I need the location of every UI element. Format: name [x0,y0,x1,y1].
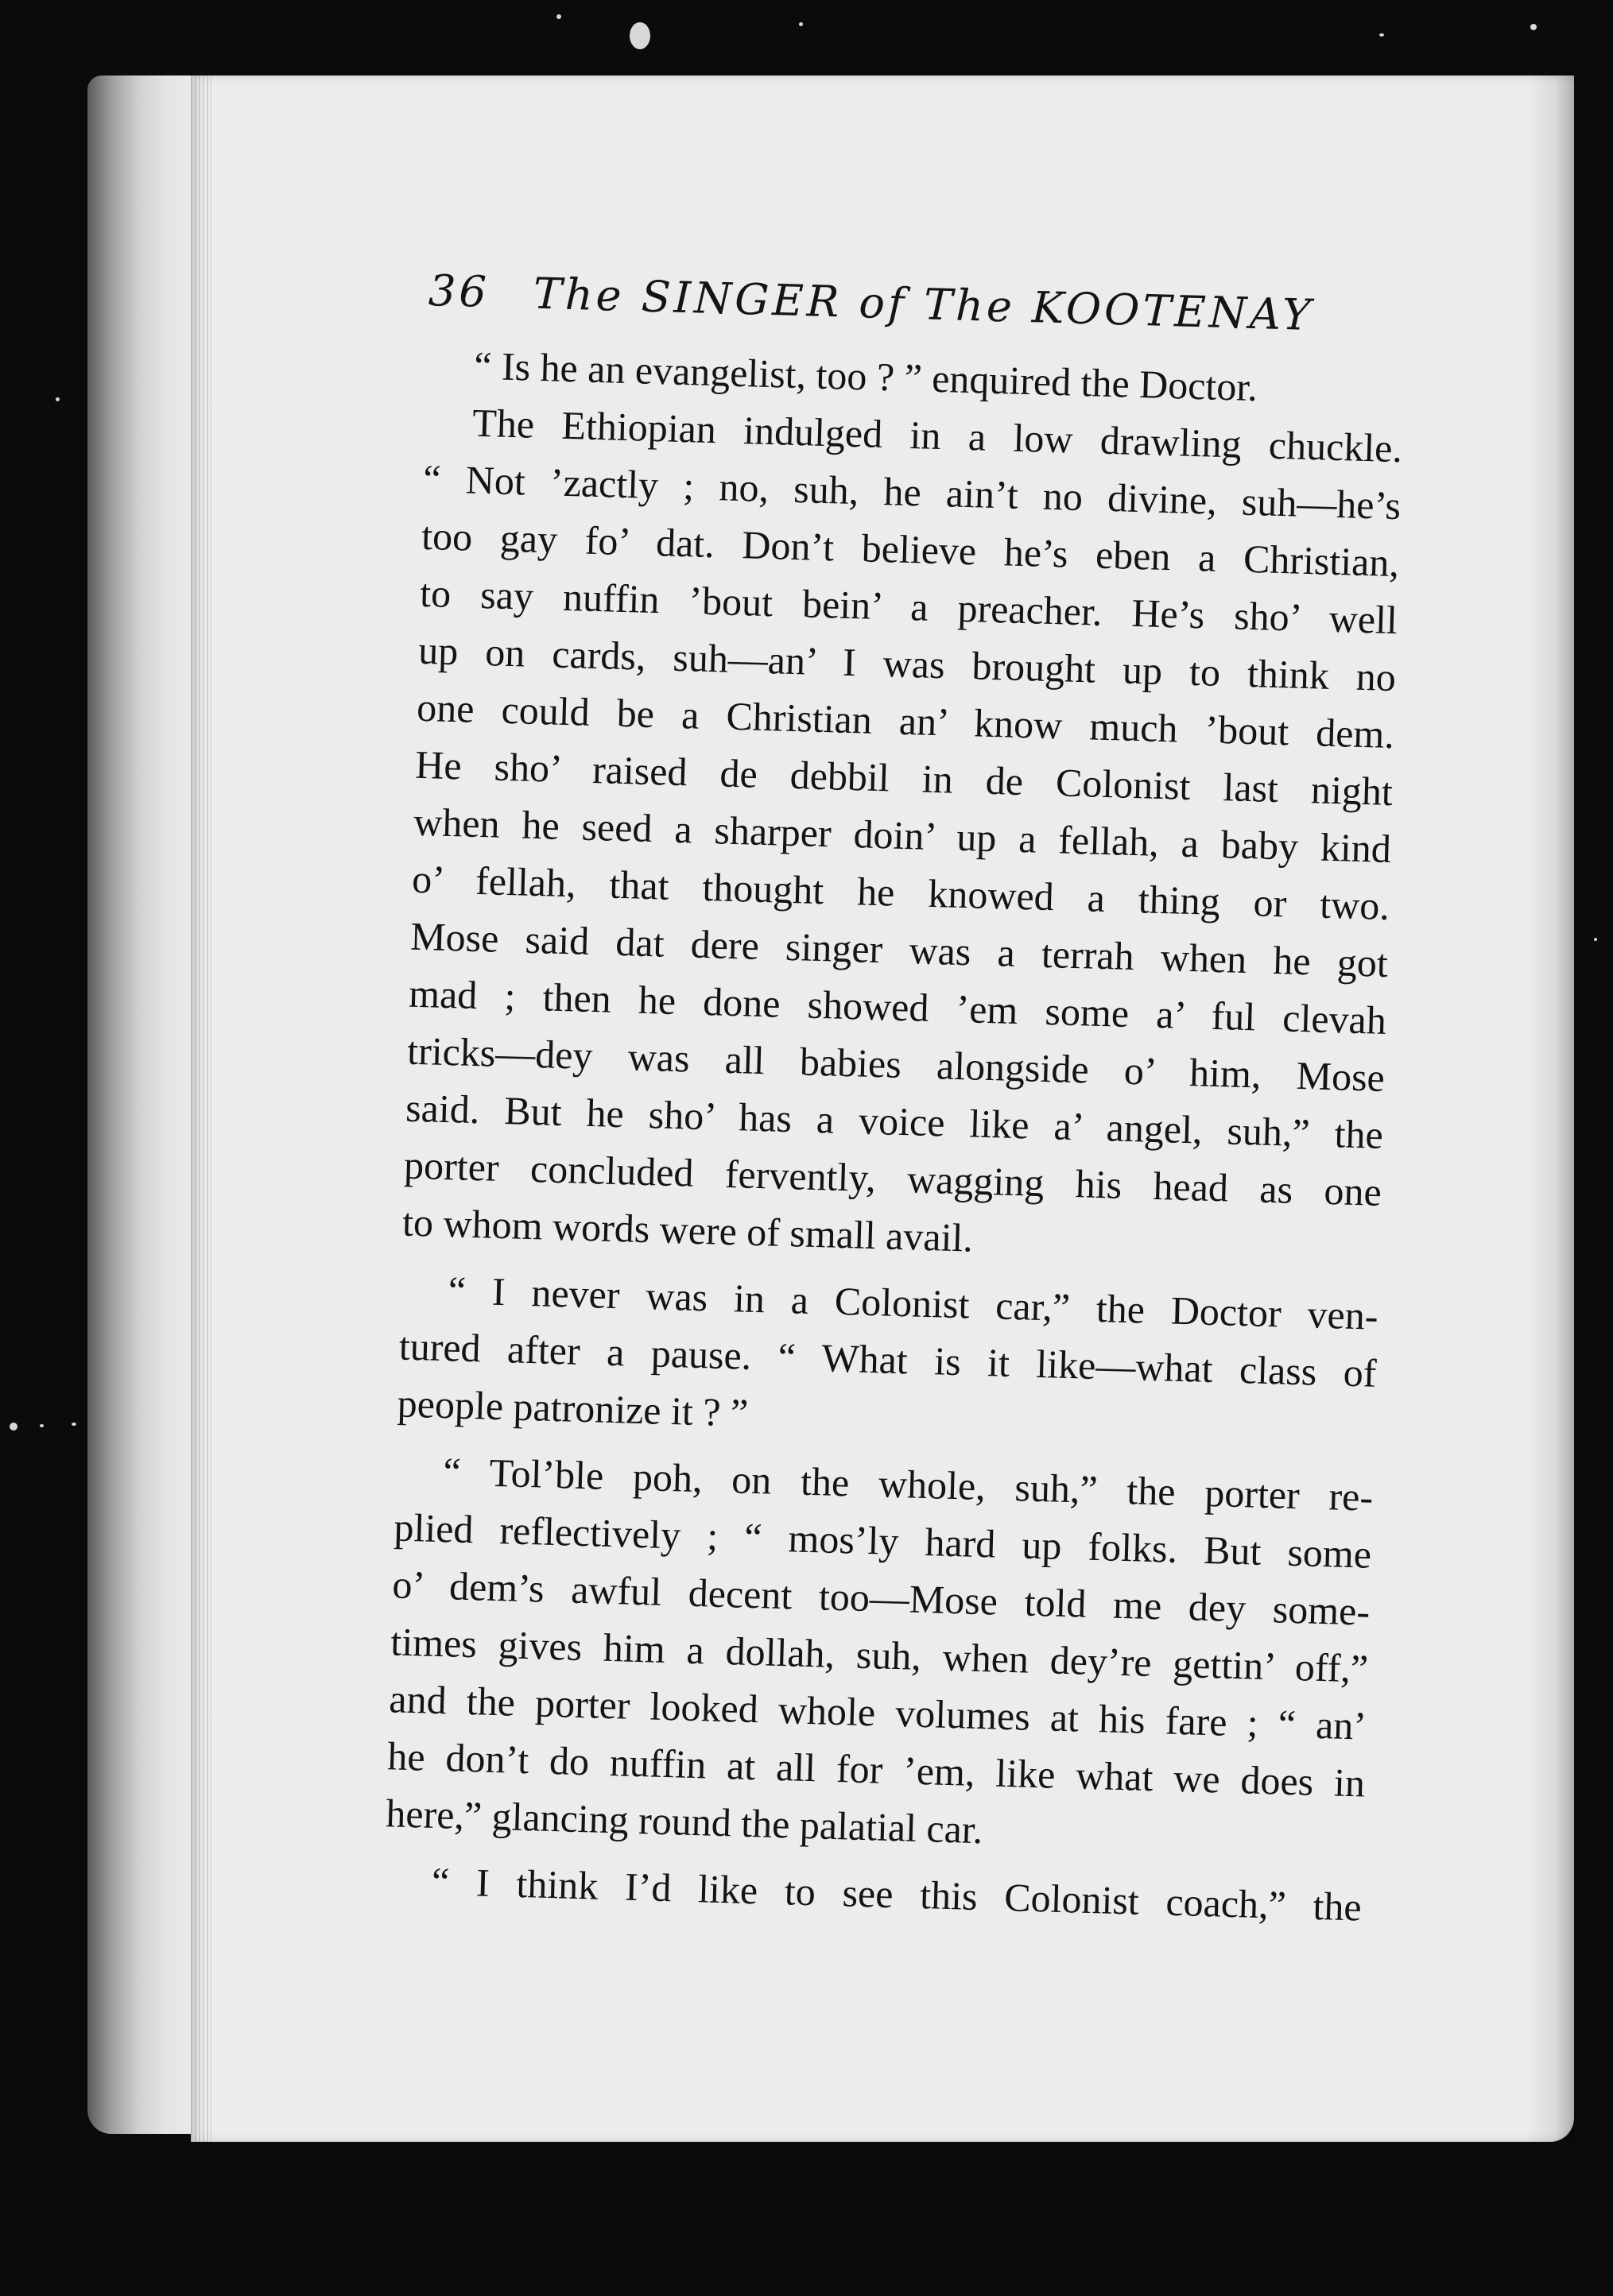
dust-speck [72,1423,76,1426]
text-line: tricks—dey was all babies alongside o’ him, Mose [406,1028,1386,1100]
text-line: porter concluded fervently, wagging his head as one [403,1142,1382,1214]
dust-speck [799,22,803,26]
paragraph [385,1441,1374,1868]
text-line: said. But he sho’ has a voice like a’ angel, suh,” the [405,1085,1384,1157]
dust-speck [40,1424,44,1427]
text-line: “ I never was in a Colonist car,” the Doctor ven- [448,1268,1379,1338]
text-line: o’ dem’s awful decent too—Mose told me dey some- [391,1562,1371,1634]
page-fold-shadow [1526,76,1574,2142]
text-line: He sho’ raised de debbil in de Colonist last night [414,741,1394,815]
dust-speck [10,1423,17,1431]
page-text [383,262,1406,1936]
text-line: too gay fo’ dat. Don’t believe he’s eben a Christian, [421,513,1400,586]
book-spine-edge [87,76,199,2134]
paragraph [397,1260,1379,1459]
dust-speck [1594,938,1597,941]
text-line: times gives him a dollah, suh, when dey’re gettin’ off,” [390,1619,1369,1691]
text-line: he don’t do nuffin at all for ’em, like what we does in [386,1733,1366,1806]
text-line: mad ; then he done showed ’em some a’ ful clevah [408,970,1387,1043]
text-line: and the porter looked whole volumes at his fare ; “ an’ [388,1676,1367,1748]
text-line: up on cards, suh—an’ I was brought up to think no [417,627,1397,700]
running-head-title: The SINGER of The KOOTENAY [532,268,1315,341]
dust-speck [1379,33,1384,37]
dust-speck [556,14,561,19]
page-gutter [191,76,211,2142]
dust-speck [56,397,60,401]
paragraph [401,393,1403,1278]
text-line: o’ fellah, that thought he knowed a thing or two. [411,856,1390,929]
dust-speck [1530,24,1537,30]
text-line: one could be a Christian an’ know much ’bout dem. [416,684,1395,757]
text-line: people patronize it ? ” [397,1380,749,1435]
text-line: “ Not ’zactly ; no, suh, he ain’t no divine, suh—he’s [422,455,1402,529]
text-line: when he seed a sharper doin’ up a fellah, a baby kind [413,799,1392,872]
text-line: “ I think I’d like to see this Colonist coach,” the [431,1858,1363,1930]
page-number: 36 [428,265,490,318]
text-line: to whom words were of small avail. [401,1199,974,1260]
text-line: to say nuffin ’bout bein’ a preacher. He’s sho’ well [419,570,1398,643]
text-line: tured after a pause. “ What is it like—what class of [398,1323,1378,1396]
text-line: plied reflectively ; “ mos’ly hard up folks. But some [393,1504,1372,1577]
text-line: here,” glancing round the palatial car. [385,1791,984,1853]
text-line: The Ethiopian indulged in a low drawling chuckle. [471,400,1403,471]
text-line: “ Is he an evangelist, too ? ” enquired the Doctor. [473,343,1258,410]
text-line: Mose said dat dere singer was a terrah when he got [409,913,1389,986]
text-line: “ Tol’ble poh, on the whole, suh,” the porter re- [442,1449,1374,1520]
dust-speck [630,22,650,49]
